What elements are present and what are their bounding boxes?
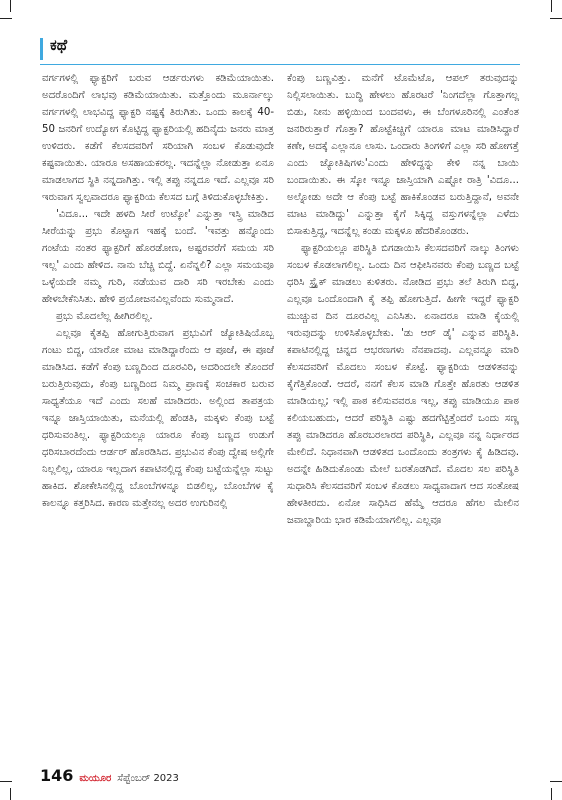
crop-mark	[10, 0, 11, 12]
crop-mark	[551, 0, 552, 12]
section-title: ಕಥೆ	[50, 36, 68, 54]
crop-mark	[551, 788, 552, 800]
header-rule	[40, 64, 520, 65]
paragraph: ಪ್ರಭು ಮೊದಲೆಲ್ಲ ಹೀಗಿರಲಿಲ್ಲ.	[56, 311, 153, 322]
paragraph: ಕೆಂಪು ಬಣ್ಣವಿತ್ತು. ಮನೆಗೆ ಟೊಮೆಟೊ, ಆಪಲ್ ತರುವುದನ್ನು ನಿಲ್ಲಿಸಲಾಯಿತು. ಬುದ್ಧಿ ಹೇಳಲು ಹೊರಟರೆ 'ನಿಂಗದೆಲ್ಲಾ ಗೊತ್ತಾಗಲ್ಲ ಬಿಡು, ನೀನು ಹಳ್ಳಿಯಿಂದ ಬಂದವಳು, ಈ ಬೆಂಗಳೂರಿನಲ್ಲಿ ಎಂತೆಂತ ಜನರಿರುತ್ತಾರೆ ಗೊತ್ತಾ? ಹೊಟ್ಟೆಕಿಚ್ಚಿಗೆ ಯಾರೂ ಮಾಟ ಮಾಡಿಸಿದ್ದಾರೆ ಕಣೇ, ಅದಕ್ಕೆ ಎಲ್ಲಾನೂ ಲಾಸು. ಒಂದಾರು ತಿಂಗಳಿಗೆ ಎಲ್ಲಾ ಸರಿ ಹೋಗತ್ತೆ ಎಂದು ಜ್ಯೋತಿಷಿಗಳು'ಎಂದು ಹೇಳಿದ್ದನ್ನು ಕೇಳಿ ನನ್ನ ಬಾಯಿ ಬಂದಾಯಿತು. ಈ ಸ್ಕೋ ಇನ್ನೂ ಜಾಸ್ತಿಯಾಗಿ ಎಷ್ಟೋ ರಾತ್ರಿ 'ವಿದೂ... ಅಲ್ನೋಡು ಅದೇ ಆ ಕೆಂಪು ಬಟ್ಟೆ ಹಾಕಿಕೊಂಡವ ಬರುತ್ತಿದ್ದಾನೆ, ಅವನೇ ಮಾಟ ಮಾಡಿದ್ದು' ಎನ್ನುತ್ತಾ ಕೈಗೆ ಸಿಕ್ಕಿದ್ದ ವಸ್ತುಗಳನ್ನೆಲ್ಲಾ ಎಳೆದು ಬಿಸಾಕುತ್ತಿದ್ದ, ಇದನ್ನೆಲ್ಲ ಕಂಡು ಮಕ್ಕಳೂ ಹೆದರಿಕೊಂಡರು.	[287, 73, 519, 237]
left-column	[42, 70, 274, 512]
paragraph: ಫ್ಯಾಕ್ಟರಿಯಲ್ಲೂ ಪರಿಸ್ಥಿತಿ ಬಿಗಡಾಯಿಸಿ ಕೆಲಸದವರಿಗೆ ನಾಲ್ಕು ತಿಂಗಳು ಸಂಬಳ ಕೊಡಲಾಗಲಿಲ್ಲ. ಒಂದು ದಿನ ಆಫೀಸಿನವರು ಕೆಂಪು ಬಣ್ಣದ ಬಟ್ಟೆ ಧರಿಸಿ ಸ್ಟ್ರೈಕ್ ಮಾಡಲು ಕುಳಿತರು. ನೋಡಿದ ಪ್ರಭು ತಲೆ ತಿರುಗಿ ಬಿದ್ದ, ಎಲ್ಲವೂ ಒಂದೊಂದಾಗಿ ಕೈ ತಪ್ಪಿ ಹೋಗುತ್ತಿದೆ. ಹೀಗೇ ಇದ್ದರೆ ಫ್ಯಾಕ್ಟರಿ ಮುಚ್ಚುವ ದಿನ ದೂರವಿಲ್ಲ ಎನಿಸಿತು. ಏನಾದರೂ ಮಾಡಿ ಕೈಯಲ್ಲಿ ಇರುವುದನ್ನು ಉಳಿಸಿಕೊಳ್ಳಬೇಕು. 'ಡು ಆರ್ ಡೈ' ಎನ್ನುವ ಪರಿಸ್ಥಿತಿ. ಕಪಾಟಿನಲ್ಲಿದ್ದ ಚಿನ್ನದ ಆಭರಣಗಳು ನೆನಪಾದವು. ಎಲ್ಲವನ್ನೂ ಮಾರಿ ಕೆಲಸದವರಿಗೆ ಮೊದಲು ಸಂಬಳ ಕೊಟ್ಟೆ. ಫ್ಯಾಕ್ಟರಿಯ ಆಡಳಿತವನ್ನು ಕೈಗೆತ್ತಿಕೊಂಡೆ. ಆದರೆ, ನನಗೆ ಕೆಲಸ ಮಾಡಿ ಗೊತ್ತೇ ಹೊರತು ಆಡಳಿತ ಮಾಡಿಯಲ್ಲ; ಇಲ್ಲಿ ಪಾಠ ಕಲಿಸುವವರೂ ಇಲ್ಲ, ತಪ್ಪು ಮಾಡಿಯೂ ಪಾಠ ಕಲಿಯಬಹುದು, ಆದರೆ ಪರಿಸ್ಥಿತಿ ಎಷ್ಟು ಹದಗೆಟ್ಟಿತ್ತೆಂದರೆ ಒಂದು ಸಣ್ಣ ತಪ್ಪು ಮಾಡಿದರೂ ಹೊರಬರಲಾರದ ಪರಿಸ್ಥಿತಿ, ಎಲ್ಲವೂ ನನ್ನ ನಿರ್ಧಾರದ ಮೇಲಿದೆ. ನಿಧಾನವಾಗಿ ಆಡಳಿತದ ಒಂದೊಂದು ತಂತ್ರಗಳು ಕೈ ಹಿಡಿದವು. ಅದನ್ನೇ ಹಿಡಿದುಕೊಂಡು ಮೇಲೆ ಬರತೊಡಗಿದೆ. ಮೊದಲ ಸಲ ಪರಿಸ್ಥಿತಿ ಸುಧಾರಿಸಿ ಕೆಲಸದವರಿಗೆ ಸಂಬಳ ಕೊಡಲು ಸಾಧ್ಯವಾದಾಗ ಆದ ಸಂತೋಷ ಹೇಳತೀರದು. ಏನೋ ಸಾಧಿಸಿದ ಹೆಮ್ಮೆ ಆದರೂ ಹೆಗಲ ಮೇಲಿನ ಜವಾಬ್ದಾರಿಯ ಭಾರ ಕಡಿಮೆಯಾಗಲಿಲ್ಲ. ಎಲ್ಲವೂ	[287, 243, 519, 526]
right-column	[287, 70, 519, 529]
magazine-name: ಮಯೂರ	[79, 773, 112, 784]
crop-mark	[0, 781, 12, 782]
paragraph: ಎಲ್ಲವೂ ಕೈತಪ್ಪಿ ಹೋಗುತ್ತಿರುವಾಗ ಪ್ರಭುವಿಗೆ ಜ್ಯೋತಿಷಿಯೊಬ್ಬ ಗಂಟು ಬಿದ್ದ, ಯಾರೋ ಮಾಟ ಮಾಡಿದ್ದಾರೆಂದು ಆ ಪೂಜೆ, ಈ ಪೂಜೆ ಮಾಡಿಸಿದ. ಕಡೆಗೆ ಕೆಂಪು ಬಣ್ಣದಿಂದ ದೂರವಿರಿ, ಅದರಿಂದಲೇ ತೊಂದರೆ ಬರುತ್ತಿರುವುದು, ಕೆಂಪು ಬಣ್ಣದಿಂದ ನಿಮ್ಮ ಪ್ರಾಣಕ್ಕೆ ಸಂಚಕಾರ ಬರುವ ಸಾಧ್ಯತೆಯೂ ಇದೆ ಎಂದು ಸಲಹೆ ಮಾಡಿದರು. ಅಲ್ಲಿಂದ ತಾಪತ್ರಯ ಇನ್ನೂ ಜಾಸ್ತಿಯಾಯಿತು, ಮನೆಯಲ್ಲಿ ಹೆಂಡತಿ, ಮಕ್ಕಳು ಕೆಂಪು ಬಟ್ಟೆ ಧರಿಸುವಂತಿಲ್ಲ. ಫ್ಯಾಕ್ಟರಿಯಲ್ಲೂ ಯಾರೂ ಕೆಂಪು ಬಣ್ಣದ ಉಡುಗೆ ಧರಿಸಬಾರದೆಂದು ಆರ್ಡರ್ ಹೊರಡಿಸಿದ. ಪ್ರಭುವಿನ ಕೆಂಪು ದ್ವೇಷ ಅಲ್ಲಿಗೇ ನಿಲ್ಲಲಿಲ್ಲ, ಯಾರೂ ಇಲ್ಲದಾಗ ಕಪಾಟಿನಲ್ಲಿದ್ದ ಕೆಂಪು ಬಟ್ಟೆಯನ್ನೆಲ್ಲಾ ಸುಟ್ಟು ಹಾಕಿದ. ಶೋಕೇಸಿನಲ್ಲಿದ್ದ ಬೊಂಬೆಗಳನ್ನೂ ಬಿಡಲಿಲ್ಲ, ಬೊಂಬೆಗಳ ಕೈ ಕಾಲನ್ನೂ ಕತ್ತರಿಸಿದ. ಕಾರಣ ಮತ್ತೇನಲ್ಲ ಅದರ ಉಗುರಿನಲ್ಲಿ	[42, 328, 274, 509]
paragraph: 'ವಿದೂ... ಇದೇ ಹಳದಿ ಸೀರೆ ಉಟ್ಕೋ' ಎನ್ನುತ್ತಾ ಇಸ್ತ್ರಿ ಮಾಡಿದ ಸೀರೆಯನ್ನು ಪ್ರಭು ಕೊಟ್ಟಾಗ ಇಹಕ್ಕೆ ಬಂದೆ. 'ಇವತ್ತು ಹನ್ನೊಂದು ಗಂಟೆಯ ನಂತರ ಫ್ಯಾಕ್ಟರಿಗೆ ಹೊರಡೋಣ, ಅಷ್ಟರವರೆಗೆ ಸಮಯ ಸರಿ ಇಲ್ಲ' ಎಂದು ಹೇಳಿದ. ನಾನು ಬೆಚ್ಚಿ ಬಿದ್ದೆ. ಏನೆನ್ನಲಿ? ಎಲ್ಲಾ ಸಮಯವೂ ಒಳ್ಳೆಯದೇ ನಮ್ಮ ಗುರಿ, ನಡೆಯುವ ದಾರಿ ಸರಿ ಇರಬೇಕು ಎಂದು ಹೇಳಬೇಕೆನಿಸಿತು. ಹೇಳಿ ಪ್ರಯೋಜನವಿಲ್ಲವೆಂದು ಸುಮ್ಮನಾದೆ.	[42, 209, 274, 305]
section-accent-bar	[40, 38, 43, 60]
crop-mark	[10, 788, 11, 800]
issue-date: ಸೆಪ್ಟೆಂಬರ್ 2023	[117, 773, 179, 784]
crop-mark	[550, 18, 562, 19]
page-number: 146	[40, 766, 74, 785]
crop-mark	[550, 781, 562, 782]
paragraph: ವರ್ಗಗಳಲ್ಲಿ ಫ್ಯಾಕ್ಟರಿಗೆ ಬರುವ ಆರ್ಡರುಗಳು ಕಡಿಮೆಯಾಯಿತು. ಅದರೊಂದಿಗೆ ಲಾಭವು ಕಡಿಮೆಯಾಯಿತು. ಮತ್ತೊಂದು ಮೂರ್ನಾಲ್ಕು ವರ್ಗಗಳಲ್ಲಿ ಲಾಭವಿದ್ದ ಫ್ಯಾಕ್ಟರಿ ನಷ್ಟಕ್ಕೆ ತಿರುಗಿತು. ಒಂದು ಕಾಲಕ್ಕೆ 40-50 ಜನರಿಗೆ ಉದ್ಯೋಗ ಕೊಟ್ಟಿದ್ದ ಫ್ಯಾಕ್ಟರಿಯಲ್ಲಿ ಹದಿನೈದು ಜನರು ಮಾತ್ರ ಉಳಿದರು. ಕಡೆಗೆ ಕೆಲಸದವರಿಗೆ ಸರಿಯಾಗಿ ಸಂಬಳ ಕೊಡುವುದೇ ಕಷ್ಟವಾಯಿತು. ಯಾರೂ ಅಸಹಾಯಕರಲ್ಲ. ಇದನ್ನೆಲ್ಲಾ ನೋಡುತ್ತಾ ಏನೂ ಮಾಡಲಾಗದ ಸ್ಥಿತಿ ನನ್ನದಾಗಿತ್ತು. ಇಲ್ಲಿ ತಪ್ಪು ನನ್ನದೂ ಇದೆ. ಎಲ್ಲವೂ ಸರಿ ಇರುವಾಗ ಸ್ವಲ್ಪವಾದರೂ ಫ್ಯಾಕ್ಟರಿಯ ಕೆಲಸದ ಬಗ್ಗೆ ತಿಳಿದುಕೊಳ್ಳಬೇಕಿತ್ತು.	[42, 73, 274, 203]
crop-mark	[0, 18, 12, 19]
page-footer	[40, 766, 179, 785]
